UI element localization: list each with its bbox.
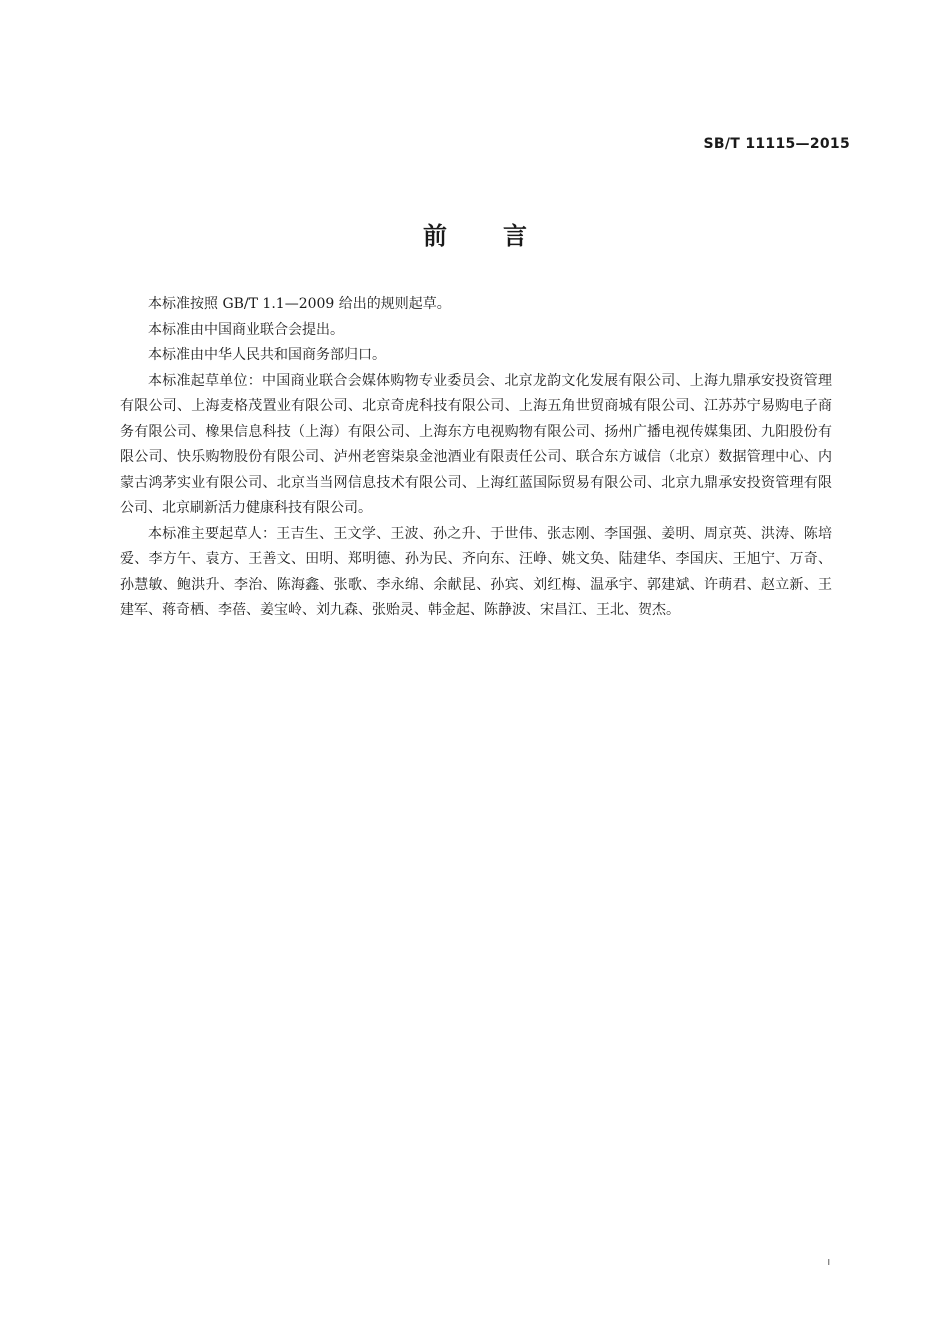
standard-number: SB/T 11115—2015 [703,136,850,152]
page-title: 前言 [423,222,583,250]
paragraph-administrator: 本标准由中华人民共和国商务部归口。 [148,347,386,363]
paragraph-drafting-units: 本标准起草单位：中国商业联合会媒体购物专业委员会、北京龙韵文化发展有限公司、上海九鼎承安投资管理有限公司、上海麦格茂置业有限公司、北京奇虎科技有限公司、上海五角世贸商城有限公司、江苏苏宁易购电子商务有限公司、橡果信息科技（上海）有限公司、上海东方电视购物有限公司、扬州广播电视传媒集团、九阳股份有限公司、快乐购物股份有限公司、泸州老窖柒泉金池酒业有限责任公司、联合东方诚信（北京）数据管理中心、内蒙古鸿茅实业有限公司、北京当当网信息技术有限公司、上海红蓝国际贸易有限公司、北京九鼎承安投资管理有限公司、北京刷新活力健康科技有限公司。 [120,372,832,516]
paragraph-main-drafters: 本标准主要起草人：王吉生、王文学、王波、孙之升、于世伟、张志刚、李国强、姜明、周京英、洪涛、陈培爱、李方午、袁方、王善文、田明、郑明德、孙为民、齐向东、汪峥、姚文奂、陆建华、李国庆、王旭宁、万奇、孙慧敏、鲍洪升、李治、陈海鑫、张歌、李永绵、余献昆、孙宾、刘红梅、温承宇、郭建斌、许萌君、赵立新、王建军、蒋奇栖、李蓓、姜宝岭、刘九森、张贻灵、韩金起、陈静波、宋昌江、王北、贺杰。 [120,525,832,618]
paragraph-drafting-rules: 本标准按照 GB/T 1.1—2009 给出的规则起草。 [148,296,451,312]
foreword-body [120,292,832,624]
page-number: I [827,1258,830,1267]
paragraph-proposer: 本标准由中国商业联合会提出。 [148,321,344,338]
